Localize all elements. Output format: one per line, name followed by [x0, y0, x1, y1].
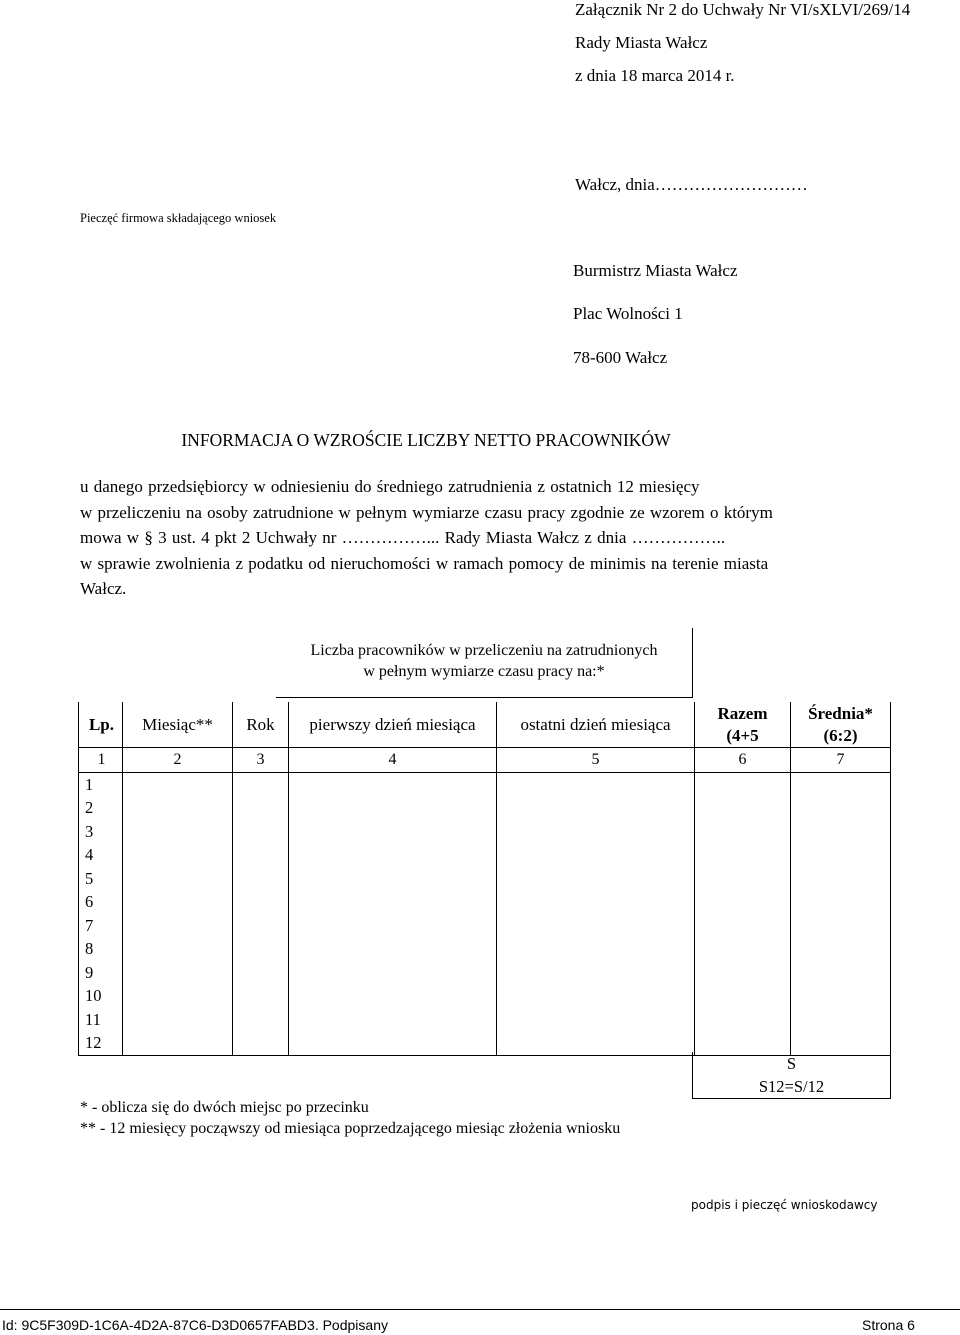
last-day-cell[interactable] — [497, 773, 695, 797]
month-cell[interactable] — [123, 985, 233, 1009]
average-cell[interactable] — [791, 867, 891, 891]
footnote-2: ** - 12 miesięcy począwszy od miesiąca poprzedzającego miesiąc złożenia wniosku — [80, 1120, 621, 1137]
sum-label: S — [786, 1054, 797, 1073]
document-title: INFORMACJA O WZROŚCIE LICZBY NETTO PRACOWNIKÓW — [181, 430, 671, 450]
last-day-cell[interactable] — [497, 1008, 695, 1032]
first-day-cell[interactable] — [289, 820, 497, 844]
month-cell[interactable] — [123, 844, 233, 868]
average-cell[interactable] — [791, 1008, 891, 1032]
table-caption-line2: w pełnym wymiarze czasu pracy na:* — [363, 663, 605, 680]
year-cell[interactable] — [233, 820, 289, 844]
body-line: u danego przedsiębiorcy w odniesieniu do średniego zatrudnienia z ostatnich 12 miesięcy — [80, 477, 700, 496]
year-cell[interactable] — [233, 867, 289, 891]
month-cell[interactable] — [123, 891, 233, 915]
column-numbers-row — [79, 748, 891, 773]
footnote-1: * - oblicza się do dwóch miejsc po przecinku — [80, 1099, 369, 1116]
table-row — [79, 773, 891, 797]
table-row — [79, 985, 891, 1009]
attachment-header-line1: Załącznik Nr 2 do Uchwały Nr VI/sXLVI/269/14 — [575, 0, 911, 19]
table-row — [79, 891, 891, 915]
total-cell[interactable] — [695, 985, 791, 1009]
average-cell[interactable] — [791, 797, 891, 821]
last-day-cell[interactable] — [497, 1032, 695, 1056]
header-lp: Lp. — [79, 702, 123, 748]
average-cell[interactable] — [791, 961, 891, 985]
year-cell[interactable] — [233, 797, 289, 821]
document-id: Id: 9C5F309D-1C6A-4D2A-87C6-D3D0657FABD3. Podpisany — [2, 1317, 388, 1333]
table-row — [79, 938, 891, 962]
first-day-cell[interactable] — [289, 1008, 497, 1032]
table-header-row — [79, 702, 891, 748]
first-day-cell[interactable] — [289, 844, 497, 868]
year-cell[interactable] — [233, 914, 289, 938]
table-row — [79, 1008, 891, 1032]
average-cell[interactable] — [791, 891, 891, 915]
month-cell[interactable] — [123, 961, 233, 985]
column-number: 5 — [497, 748, 695, 773]
table-row — [79, 844, 891, 868]
column-number: 7 — [791, 748, 891, 773]
average-cell[interactable] — [791, 985, 891, 1009]
total-cell[interactable] — [695, 914, 791, 938]
body-line: mowa w § 3 ust. 4 pkt 2 Uchwały nr ……………... Rady Miasta Wałcz z dnia …………….. — [80, 528, 726, 547]
recipient-name: Burmistrz Miasta Wałcz — [573, 261, 738, 280]
average-cell[interactable] — [791, 773, 891, 797]
average-cell[interactable] — [791, 820, 891, 844]
header-average-formula: (6:2) — [823, 725, 858, 745]
table-row — [79, 961, 891, 985]
month-cell[interactable] — [123, 938, 233, 962]
place-date-line: Wałcz, dnia……………………… — [575, 175, 808, 194]
average-cell[interactable] — [791, 844, 891, 868]
total-cell[interactable] — [695, 797, 791, 821]
year-cell[interactable] — [233, 1008, 289, 1032]
total-cell[interactable] — [695, 891, 791, 915]
column-number: 2 — [123, 748, 233, 773]
last-day-cell[interactable] — [497, 938, 695, 962]
table-row — [79, 867, 891, 891]
row-number: 12 — [79, 1032, 123, 1056]
row-number: 8 — [79, 938, 123, 962]
document-body — [80, 474, 880, 602]
month-cell[interactable] — [123, 1032, 233, 1056]
column-number: 6 — [695, 748, 791, 773]
first-day-cell[interactable] — [289, 1032, 497, 1056]
company-stamp-label: Pieczęć firmowa składającego wniosek — [80, 211, 277, 225]
signature-label: podpis i pieczęć wnioskodawcy — [691, 1198, 878, 1212]
body-line: w sprawie zwolnienia z podatku od nieruchomości w ramach pomocy de minimis na terenie miasta — [80, 553, 769, 573]
last-day-cell[interactable] — [497, 914, 695, 938]
header-year: Rok — [233, 702, 289, 748]
recipient-city: 78-600 Wałcz — [573, 348, 668, 367]
year-cell[interactable] — [233, 891, 289, 915]
year-cell[interactable] — [233, 985, 289, 1009]
header-total-formula: (4+5 — [726, 725, 759, 745]
header-last-day: ostatni dzień miesiąca — [497, 702, 695, 748]
row-number: 10 — [79, 985, 123, 1009]
month-cell[interactable] — [123, 867, 233, 891]
header-month: Miesiąc** — [123, 702, 233, 748]
first-day-cell[interactable] — [289, 867, 497, 891]
recipient-street: Plac Wolności 1 — [573, 304, 683, 323]
attachment-header-line3: z dnia 18 marca 2014 r. — [575, 66, 735, 85]
month-cell[interactable] — [123, 820, 233, 844]
year-cell[interactable] — [233, 844, 289, 868]
row-number: 5 — [79, 867, 123, 891]
last-day-cell[interactable] — [497, 844, 695, 868]
employee-table — [78, 702, 891, 1056]
total-cell[interactable] — [695, 1008, 791, 1032]
average-cell[interactable] — [791, 938, 891, 962]
year-cell[interactable] — [233, 773, 289, 797]
month-cell[interactable] — [123, 914, 233, 938]
row-number: 2 — [79, 797, 123, 821]
average-cell[interactable] — [791, 914, 891, 938]
row-number: 4 — [79, 844, 123, 868]
table-row — [79, 797, 891, 821]
attachment-header-line2: Rady Miasta Wałcz — [575, 33, 708, 52]
total-cell[interactable] — [695, 938, 791, 962]
first-day-cell[interactable] — [289, 773, 497, 797]
table-caption-line1: Liczba pracowników w przeliczeniu na zatrudnionych — [310, 642, 658, 659]
first-day-cell[interactable] — [289, 961, 497, 985]
year-cell[interactable] — [233, 938, 289, 962]
first-day-cell[interactable] — [289, 797, 497, 821]
total-cell[interactable] — [695, 820, 791, 844]
last-day-cell[interactable] — [497, 797, 695, 821]
header-average-label: Średnia* — [808, 703, 873, 723]
first-day-cell[interactable] — [289, 891, 497, 915]
last-day-cell[interactable] — [497, 961, 695, 985]
row-number: 11 — [79, 1008, 123, 1032]
body-line: w przeliczeniu na osoby zatrudnione w pełnym wymiarze czasu pracy zgodnie ze wzorem o którym — [80, 502, 773, 522]
header-first-day: pierwszy dzień miesiąca — [289, 702, 497, 748]
header-average — [791, 702, 891, 748]
row-number: 3 — [79, 820, 123, 844]
month-cell[interactable] — [123, 773, 233, 797]
page-number: Strona 6 — [862, 1317, 915, 1333]
row-number: 9 — [79, 961, 123, 985]
last-day-cell[interactable] — [497, 820, 695, 844]
footer-divider — [0, 1309, 960, 1310]
last-day-cell[interactable] — [497, 891, 695, 915]
total-cell[interactable] — [695, 961, 791, 985]
table-row — [79, 914, 891, 938]
column-number: 1 — [79, 748, 123, 773]
header-total — [695, 702, 791, 748]
year-cell[interactable] — [233, 1032, 289, 1056]
month-cell[interactable] — [123, 797, 233, 821]
last-day-cell[interactable] — [497, 985, 695, 1009]
row-number: 1 — [79, 773, 123, 797]
row-number: 7 — [79, 914, 123, 938]
sum-box — [692, 1052, 891, 1099]
total-cell[interactable] — [695, 844, 791, 868]
table-row — [79, 820, 891, 844]
total-cell[interactable] — [695, 867, 791, 891]
month-cell[interactable] — [123, 1008, 233, 1032]
column-number: 4 — [289, 748, 497, 773]
total-cell[interactable] — [695, 773, 791, 797]
first-day-cell[interactable] — [289, 914, 497, 938]
sum-formula: S12=S/12 — [758, 1077, 825, 1096]
first-day-cell[interactable] — [289, 938, 497, 962]
year-cell[interactable] — [233, 961, 289, 985]
first-day-cell[interactable] — [289, 985, 497, 1009]
last-day-cell[interactable] — [497, 867, 695, 891]
body-line: Wałcz. — [80, 579, 127, 598]
table-caption-box — [276, 628, 693, 698]
column-number: 3 — [233, 748, 289, 773]
row-number: 6 — [79, 891, 123, 915]
header-total-label: Razem — [717, 703, 768, 723]
